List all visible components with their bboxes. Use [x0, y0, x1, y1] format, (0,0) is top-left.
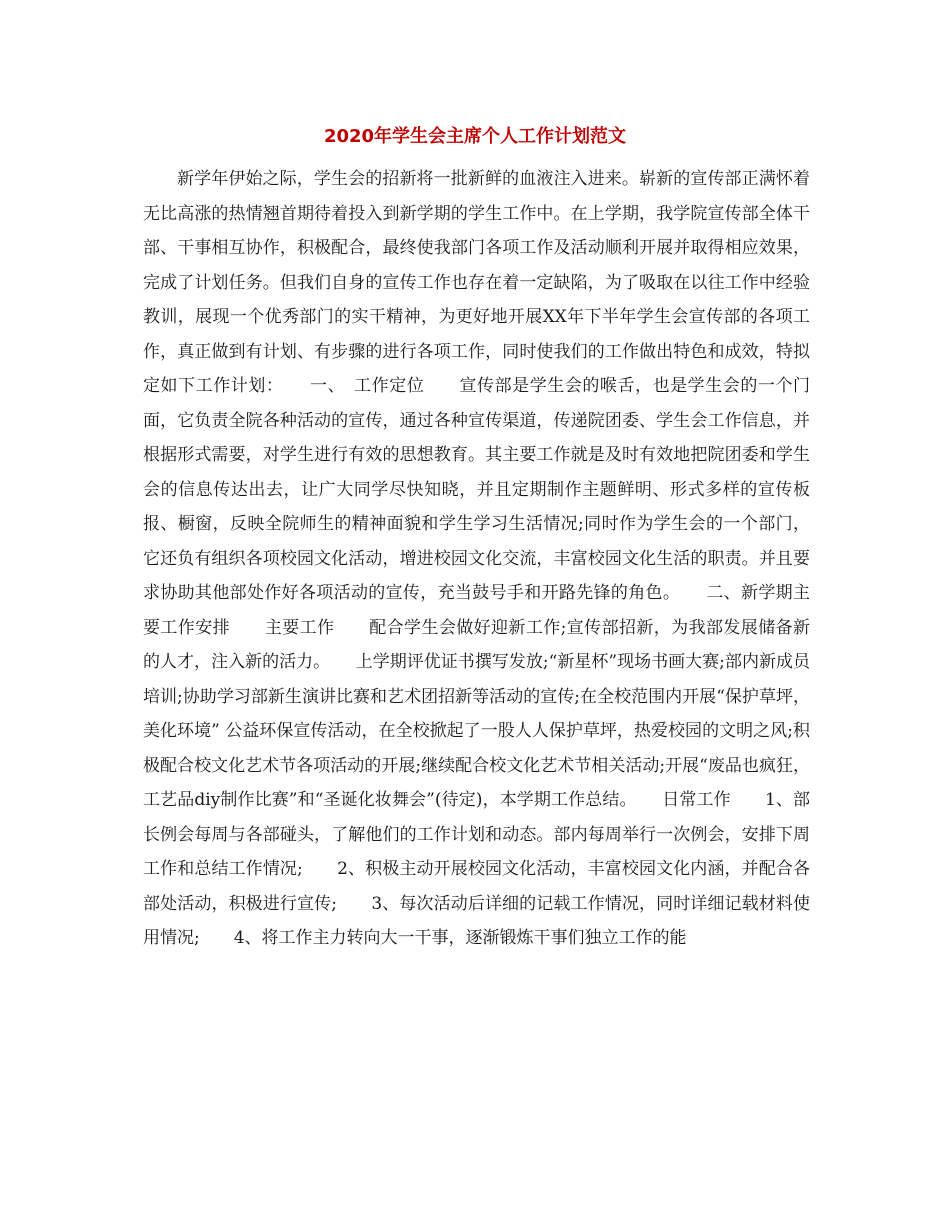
document-title: 2020年学生会主席个人工作计划范文: [323, 126, 627, 147]
document-body-paragraph: 新学年伊始之际，学生会的招新将一批新鲜的血液注入进来。崭新的宣传部正满怀着无比高涨的热情翘首期待着投入到新学期的学生工作中。在上学期，我学院宣传部全体干部、干事相互协作，积极配合，最终使我部门各项工作及活动顺利开展并取得相应效果，完成了计划任务。但我们自身的宣传工作也存在着一定缺陷，为了吸取在以往工作中经验教训，展现一个优秀部门的实干精神，为更好地开展XX年下半年学生会宣传部的各项工作，真正做到有计划、有步骤的进行各项工作，同时使我们的工作做出特色和成效，特拟定如下工作计划： 一、 工作定位 宣传部是学生会的喉舌，也是学生会的一个门面，它负责全院各种活动的宣传，通过各种宣传渠道，传递院团委、学生会工作信息，并根据形式需要，对学生进行有效的思想教育。其主要工作就是及时有效地把院团委和学生会的信息传达出去，让广大同学尽快知晓，并且定期制作主题鲜明、形式多样的宣传板报、橱窗，反映全院师生的精神面貌和学生学习生活情况;同时作为学生会的一个部门，它还负有组织各项校园文化活动，增进校园文化交流，丰富校园文化生活的职责。并且要求协助其他部处作好各项活动的宣传，充当鼓号手和开路先锋的角色。 二、新学期主要工作安排 主要工作 配合学生会做好迎新工作;宣传部招新，为我部发展储备新的人才，注入新的活力。 上学期评优证书撰写发放;“新星杯”现场书画大赛;部内新成员培训;协助学习部新生演讲比赛和艺术团招新等活动的宣传;在全校范围内开展“保护草坪，美化环境” 公益环保宣传活动，在全校掀起了一股人人保护草坪，热爱校园的文明之风;积极配合校文化艺术节各项活动的开展;继续配合校文化艺术节相关活动;开展“废品也疯狂，工艺品diy制作比赛”和“圣诞化妆舞会”(待定)，本学期工作总结。 日常工作 1、部长例会每周与各部碰头，了解他们的工作计划和动态。部内每周举行一次例会，安排下周工作和总结工作情况; 2、积极主动开展校园文化活动，丰富校园文化内涵，并配合各部处活动，积极进行宣传; 3、每次活动后详细的记载工作情况，同时详细记载材料使用情况; 4、将工作主力转向大一干事，逐渐锻炼干事们独立工作的能: [143, 169, 810, 948]
